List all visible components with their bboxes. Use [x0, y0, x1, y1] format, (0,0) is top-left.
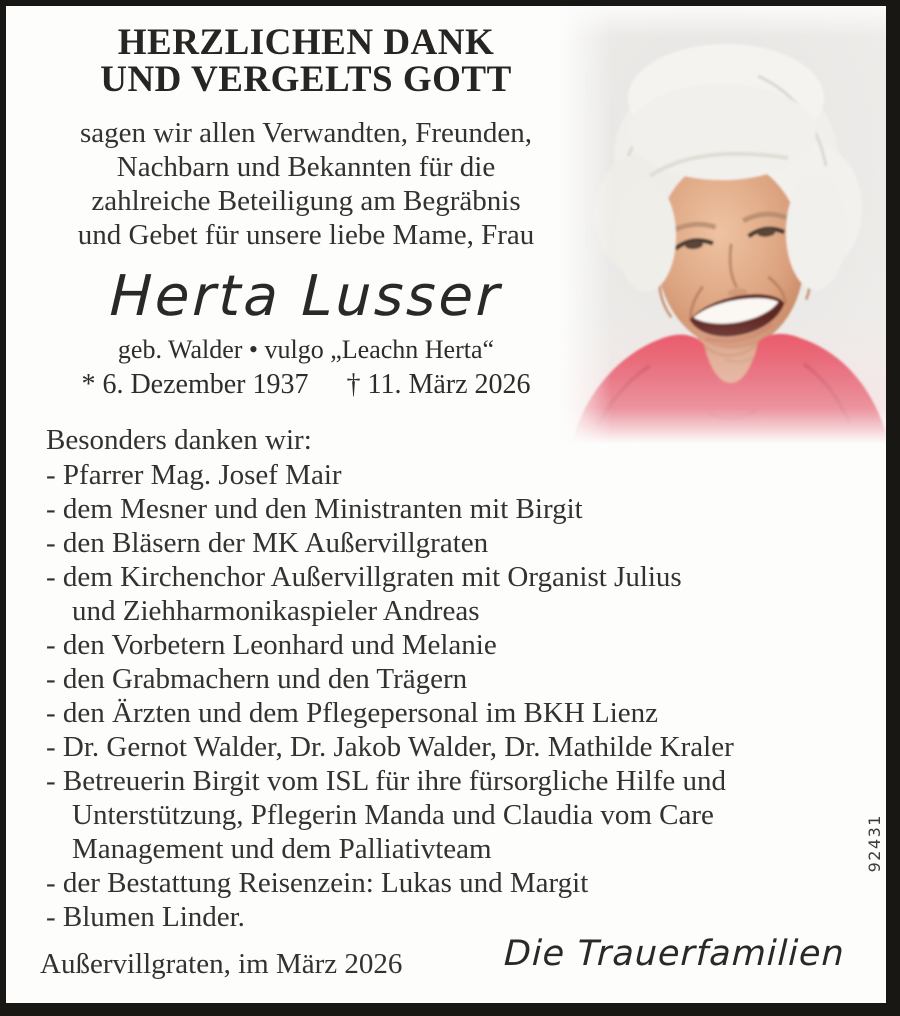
list-item-line: Unterstützung, Pflegerin Manda und Claudia vom Care [72, 799, 714, 831]
list-item [46, 560, 856, 628]
list-item-line: - den Grabmachern und den Trägern [46, 663, 468, 695]
list-item [46, 696, 856, 730]
list-item-line: - Dr. Gernot Walder, Dr. Jakob Walder, Dr. Mathilde Kraler [46, 731, 734, 763]
death-date: † 11. März 2026 [346, 369, 531, 400]
order-number: 92431 [865, 814, 884, 873]
list-item [46, 764, 856, 866]
portrait-photo [558, 6, 892, 448]
list-item [46, 526, 856, 560]
birth-date: * 6. Dezember 1937 [81, 369, 309, 400]
list-item-line: - Pfarrer Mag. Josef Mair [46, 459, 342, 491]
thanks-list [46, 458, 856, 934]
deceased-name: Herta Lusser [108, 264, 504, 329]
list-item [46, 458, 856, 492]
headline [40, 24, 572, 98]
list-item [46, 662, 856, 696]
intro-line: zahlreiche Beteiligung am Begräbnis [91, 185, 521, 217]
place-date: Außervillgraten, im März 2026 [40, 948, 403, 980]
intro-line: sagen wir allen Verwandten, Freunden, [79, 117, 533, 149]
headline-line2: UND VERGELTS GOTT [100, 59, 512, 100]
list-item [46, 866, 856, 900]
signature: Die Trauerfamilien [503, 934, 846, 974]
list-item-line: - Betreuerin Birgit vom ISL für ihre fürsorgliche Hilfe und [46, 765, 726, 797]
list-item [46, 730, 856, 764]
life-dates [40, 370, 572, 400]
list-item-line: - Blumen Linder. [46, 901, 245, 933]
list-item-line: - dem Mesner und den Ministranten mit Birgit [46, 493, 583, 525]
list-item-line: - den Ärzten und dem Pflegepersonal im BKH Lienz [46, 697, 659, 729]
list-item [46, 628, 856, 662]
list-item [46, 492, 856, 526]
intro-line: Nachbarn und Bekannten für die [116, 151, 496, 183]
top-block [40, 24, 572, 400]
deceased-subtitle: geb. Walder • vulgo „Leachn Herta“ [117, 335, 495, 364]
list-item-line: - den Vorbetern Leonhard und Melanie [46, 629, 497, 661]
portrait-illustration [558, 6, 892, 448]
list-item-line: und Ziehharmonikaspieler Andreas [72, 595, 480, 627]
list-item-line: - der Bestattung Reisenzein: Lukas und Margit [46, 867, 589, 899]
headline-line1: HERZLICHEN DANK [117, 22, 495, 63]
list-item-line: - dem Kirchenchor Außervillgraten mit Organist Julius [46, 561, 682, 593]
list-item [46, 900, 856, 934]
intro-line: und Gebet für unsere liebe Mame, Frau [77, 219, 535, 251]
intro-text [40, 116, 572, 252]
list-item-line: - den Bläsern der MK Außervillgraten [46, 527, 489, 559]
list-item-line: Management und dem Palliativteam [72, 833, 492, 865]
thanks-heading: Besonders danken wir: [46, 424, 312, 456]
